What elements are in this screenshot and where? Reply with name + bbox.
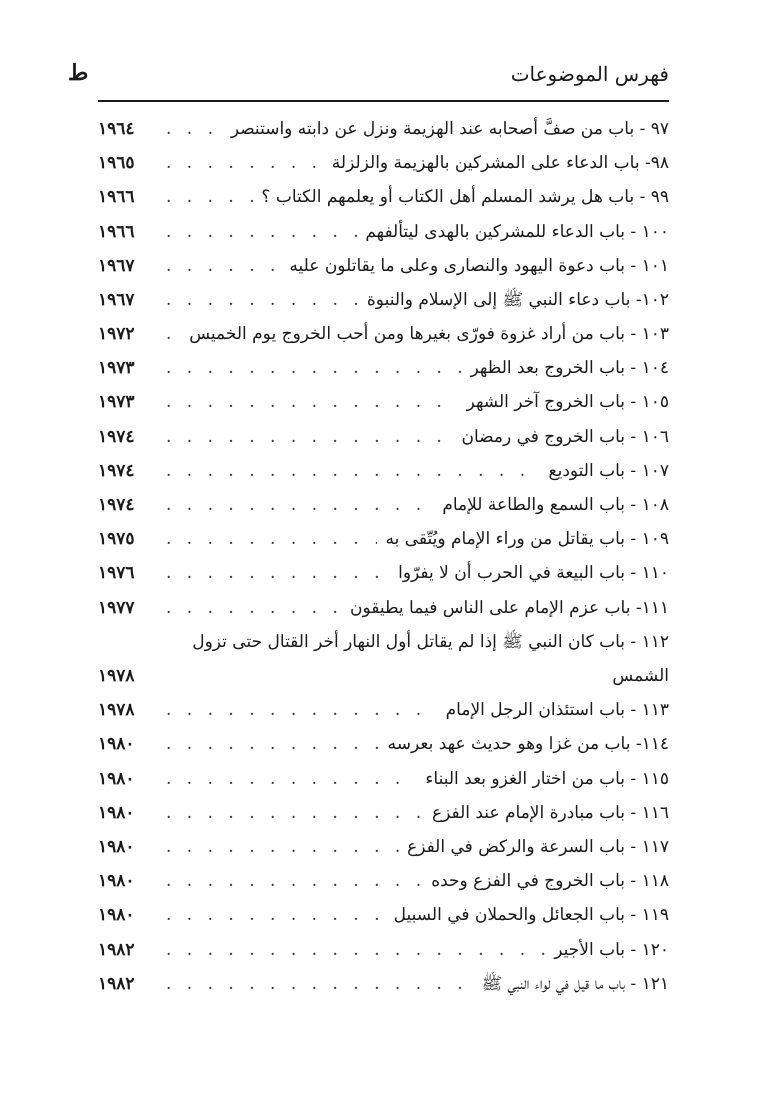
toc-entry: [98, 180, 669, 214]
toc-entry: [98, 625, 669, 693]
toc-entry-title: ٩٨- باب الدعاء على المشركين بالهزيمة والزلزلة: [331, 153, 669, 174]
toc-entry: [98, 215, 669, 249]
toc-entry-title: ١١٨ - باب الخروج في الفزع وحده: [431, 871, 669, 892]
toc-entry: [98, 727, 669, 761]
toc-entry-title: ١٠٤ - باب الخروج بعد الظهر: [470, 358, 669, 379]
toc-entry-title: ١٠٢- باب دعاء النبي ﷺ إلى الإسلام والنبوة: [366, 289, 669, 310]
toc-entry-page: ١٩٧٤: [98, 495, 135, 516]
toc-entry-title: ٩٩ - باب هل يرشد المسلم أهل الكتاب أو يعلمهم الكتاب ؟: [261, 187, 669, 208]
toc-entry: [98, 693, 669, 727]
toc-entry-page: ١٩٧٨: [98, 700, 135, 721]
header-rule: [98, 100, 669, 102]
toc-entry-page: ١٩٨٢: [98, 939, 135, 960]
dot-leader: [166, 146, 324, 180]
toc-entry-title: ١٠٩ - باب يقاتل من وراء الإمام ويُتّقى به: [385, 529, 669, 550]
toc-entry: [98, 112, 669, 146]
dot-leader: [166, 522, 377, 556]
dot-leader: [166, 762, 417, 796]
toc-entry-title: ١٢١ - باب ما قيل في لواء النبي ﷺ: [481, 973, 669, 994]
toc-entry-title: ١١٣ - باب استئذان الرجل الإمام: [445, 700, 669, 721]
toc-entry-title: ١٠٧ - باب التوديع: [548, 460, 669, 481]
dot-leader: [166, 385, 459, 419]
toc-entry-page: ١٩٧٧: [98, 597, 135, 618]
toc-entry: [98, 864, 669, 898]
toc-entry-page: ١٩٨٠: [98, 871, 135, 892]
dot-leader: [166, 420, 453, 454]
toc-entry-page: ١٩٧٢: [98, 324, 135, 345]
dot-leader: [166, 180, 253, 214]
page-title: فهرس الموضوعات: [510, 62, 669, 86]
toc-entry-page: ١٩٨٠: [98, 836, 135, 857]
dot-leader: [166, 249, 281, 283]
toc-entry-title: ٩٧ - باب من صفَّ أصحابه عند الهزيمة ونزل عن دابته واستنصر: [230, 118, 669, 139]
toc-entry-title: ١٢٠ - باب الأجير: [554, 939, 669, 960]
toc-entry: [98, 386, 669, 420]
toc-entry: [98, 283, 669, 317]
toc-list: [98, 112, 669, 1001]
toc-entry: [98, 933, 669, 967]
page-header: [68, 58, 669, 92]
toc-entry: [98, 522, 669, 556]
dot-leader: [166, 830, 399, 864]
toc-entry-page: ١٩٨٢: [98, 973, 135, 994]
toc-entry: [98, 454, 669, 488]
toc-entry-page: ١٩٧٨: [98, 665, 135, 686]
toc-entry-page: ١٩٦٧: [98, 289, 135, 310]
toc-entry-title: ١١٢ - باب كان النبي ﷺ إذا لم يقاتل أول النهار أخر القتال حتى تزول: [192, 631, 669, 652]
toc-entry: [98, 967, 669, 1001]
toc-entry: [98, 249, 669, 283]
toc-entry-title: ١١٧ - باب السرعة والركض في الفزع: [407, 836, 669, 857]
toc-entry-title: ١٠٠ - باب الدعاء للمشركين بالهدى ليتألفهم: [365, 221, 669, 242]
dot-leader: [166, 693, 438, 727]
toc-entry-page: ١٩٦٦: [98, 221, 135, 242]
toc-entry-title: ١٠٥ - باب الخروج آخر الشهر: [466, 392, 669, 413]
toc-entry: [98, 830, 669, 864]
page-number: ط: [68, 60, 89, 86]
toc-entry: [98, 488, 669, 522]
dot-leader: [166, 112, 223, 146]
toc-entry-title: ١٠٨ - باب السمع والطاعة للإمام: [442, 495, 669, 516]
toc-entry-title-continued: الشمس: [612, 665, 669, 686]
toc-entry-page: ١٩٧٣: [98, 392, 135, 413]
dot-leader: [166, 727, 380, 761]
dot-leader: [166, 215, 357, 249]
toc-entry: [98, 898, 669, 932]
toc-entry: [98, 317, 669, 351]
toc-entry-title: ١١٦ - باب مبادرة الإمام عند الفزع: [431, 802, 669, 823]
toc-entry-title: ١١١- باب عزم الإمام على الناس فيما يطيقون: [349, 597, 669, 618]
toc-entry-title: ١١٩ - باب الجعائل والحملان في السبيل: [393, 905, 669, 926]
toc-entry: [98, 556, 669, 590]
dot-leader: [166, 556, 390, 590]
dot-leader: [166, 351, 463, 385]
toc-entry: [98, 420, 669, 454]
dot-leader: [166, 591, 342, 625]
toc-entry-page: ١٩٧٣: [98, 358, 135, 379]
toc-entry-page: ١٩٧٤: [98, 460, 135, 481]
toc-entry: [98, 591, 669, 625]
dot-leader: [166, 317, 181, 351]
toc-entry-page: ١٩٨٠: [98, 905, 135, 926]
toc-entry-page: ١٩٦٥: [98, 153, 135, 174]
dot-leader: [166, 488, 434, 522]
dot-leader: [166, 283, 359, 317]
toc-entry-page: ١٩٧٥: [98, 529, 135, 550]
toc-entry-title: ١١٤- باب من غزا وهو حديث عهد بعرسه: [387, 734, 669, 755]
toc-entry-page: ١٩٨٠: [98, 768, 135, 789]
toc-entry-title: ١١٠ - باب البيعة في الحرب أن لا يفرّوا: [398, 563, 669, 584]
toc-entry-title: ١٠١ - باب دعوة اليهود والنصارى وعلى ما يقاتلون عليه: [289, 255, 669, 276]
toc-entry-page: ١٩٨٠: [98, 802, 135, 823]
dot-leader: [166, 454, 541, 488]
toc-entry-page: ١٩٦٧: [98, 255, 135, 276]
toc-entry-title: ١٠٣ - باب من أراد غزوة فورّى بغيرها ومن أحب الخروج يوم الخميس: [189, 324, 669, 345]
toc-entry: [98, 796, 669, 830]
toc-entry: [98, 351, 669, 385]
toc-entry-title: ١١٥ - باب من اختار الغزو بعد البناء: [425, 768, 669, 789]
dot-leader: [166, 864, 423, 898]
toc-entry-page: ١٩٨٠: [98, 734, 135, 755]
toc-entry-page: ١٩٦٦: [98, 187, 135, 208]
toc-entry: [98, 762, 669, 796]
toc-entry: [98, 146, 669, 180]
dot-leader: [166, 967, 474, 1001]
toc-entry-page: ١٩٧٤: [98, 426, 135, 447]
dot-leader: [166, 796, 424, 830]
toc-entry-title: ١٠٦ - باب الخروج في رمضان: [461, 426, 669, 447]
toc-entry-page: ١٩٧٦: [98, 563, 135, 584]
toc-entry-page: ١٩٦٤: [98, 118, 135, 139]
dot-leader: [166, 933, 546, 967]
dot-leader: [166, 898, 386, 932]
